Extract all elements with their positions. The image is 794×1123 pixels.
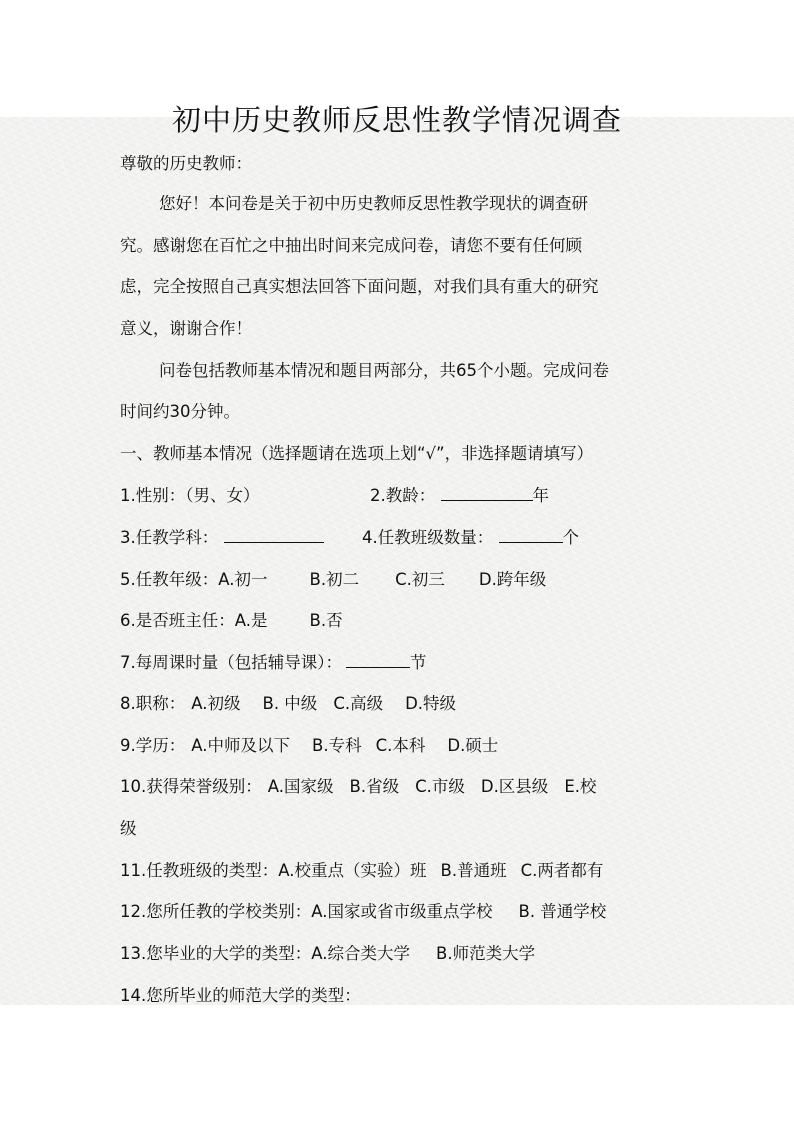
q5-option-d[interactable]: D.跨年级 (478, 570, 547, 589)
q11-option-b[interactable]: B.普通班 (440, 861, 507, 880)
q5-label: 5.任教年级： (120, 570, 219, 589)
question-2 (370, 482, 549, 506)
q6-option-b[interactable]: B.否 (309, 611, 343, 630)
intro-line-3: 虑，完全按照自己真实想法回答下面问题，对我们具有重大的研究 (120, 277, 599, 296)
question-12 (120, 898, 606, 922)
info-line-2: 时间约30分钟。 (120, 402, 240, 421)
question-7 (120, 649, 427, 673)
q9-option-c[interactable]: C.本科 (375, 736, 426, 755)
q5-option-a[interactable]: A.初一 (218, 570, 268, 589)
section-heading: 一、教师基本情况（选择题请在选项上划“√”，非选择题请填写） (120, 444, 594, 463)
q13-option-a[interactable]: A.综合类大学 (311, 944, 410, 963)
q5-option-b[interactable]: B.初二 (309, 570, 360, 589)
q11-label: 11.任教班级的类型： (120, 861, 279, 880)
q4-unit: 个 (562, 528, 579, 547)
q5-option-c[interactable]: C.初三 (395, 570, 445, 589)
info-line-1: 问卷包括教师基本情况和题目两部分，共65个小题。完成问卷 (159, 361, 609, 380)
q9-label: 9.学历： (120, 736, 186, 755)
question-10 (120, 773, 596, 797)
intro-line-2: 究。感谢您在百忙之中抽出时间来完成问卷，请您不要有任何顾 (120, 236, 582, 255)
q4-class-count-blank[interactable] (499, 526, 563, 543)
document-title: 初中历史教师反思性教学情况调查 (171, 103, 622, 137)
q3-label: 3.任教学科： (120, 528, 219, 547)
q8-option-a[interactable]: A.初级 (191, 694, 241, 713)
q8-label: 8.职称： (120, 694, 186, 713)
question-13 (120, 940, 535, 964)
question-6 (120, 607, 343, 631)
q2-label: 2.教龄： (370, 486, 436, 505)
q10-option-e[interactable]: E.校 (564, 777, 597, 796)
q12-option-a[interactable]: A.国家或省市级重点学校 (311, 902, 493, 921)
q12-option-b[interactable]: B. 普通学校 (518, 902, 607, 921)
q10-option-c[interactable]: C.市级 (415, 777, 465, 796)
q9-option-d[interactable]: D.硕士 (447, 736, 499, 755)
question-14 (120, 982, 361, 1006)
q11-option-c[interactable]: C.两者都有 (520, 861, 604, 880)
question-10-wrap: 级 (120, 819, 137, 838)
q2-teaching-years-blank[interactable] (441, 484, 533, 501)
question-3 (120, 524, 324, 548)
salutation: 尊敬的历史教师： (120, 154, 252, 173)
q7-unit: 节 (410, 653, 427, 672)
intro-line-1: 您好！本问卷是关于初中历史教师反思性教学现状的调查研 (159, 194, 588, 213)
question-4 (362, 524, 579, 548)
q10-option-a[interactable]: A.国家级 (267, 777, 334, 796)
q6-label: 6.是否班主任： (120, 611, 235, 630)
q9-option-b[interactable]: B.专科 (312, 736, 362, 755)
q4-label: 4.任教班级数量： (362, 528, 494, 547)
q2-unit: 年 (532, 486, 549, 505)
q6-option-a[interactable]: A.是 (234, 611, 268, 630)
question-5 (120, 566, 546, 590)
q10-option-b[interactable]: B.省级 (349, 777, 400, 796)
q13-label: 13.您毕业的大学的类型： (120, 944, 312, 963)
q10-label: 10.获得荣誉级别： (120, 777, 262, 796)
q13-option-b[interactable]: B.师范类大学 (436, 944, 536, 963)
question-1 (120, 482, 260, 506)
intro-line-4: 意义，谢谢合作！ (120, 319, 252, 338)
q9-option-a[interactable]: A.中师及以下 (191, 736, 290, 755)
q8-option-d[interactable]: D.特级 (405, 694, 457, 713)
q7-weekly-hours-blank[interactable] (346, 651, 410, 668)
q8-option-b[interactable]: B. 中级 (262, 694, 318, 713)
q8-option-c[interactable]: C.高级 (333, 694, 384, 713)
q10-option-d[interactable]: D.区县级 (480, 777, 549, 796)
q1-label: 1.性别：（男、女） (120, 486, 260, 505)
q12-label: 12.您所任教的学校类别： (120, 902, 312, 921)
q14-label: 14.您所毕业的师范大学的类型： (120, 986, 361, 1005)
q3-subject-blank[interactable] (224, 526, 324, 543)
question-9 (120, 732, 498, 756)
q7-label: 7.每周课时量（包括辅导课）： (120, 653, 342, 672)
q11-option-a[interactable]: A.校重点（实验）班 (278, 861, 427, 880)
question-8 (120, 690, 456, 714)
question-11 (120, 857, 603, 881)
